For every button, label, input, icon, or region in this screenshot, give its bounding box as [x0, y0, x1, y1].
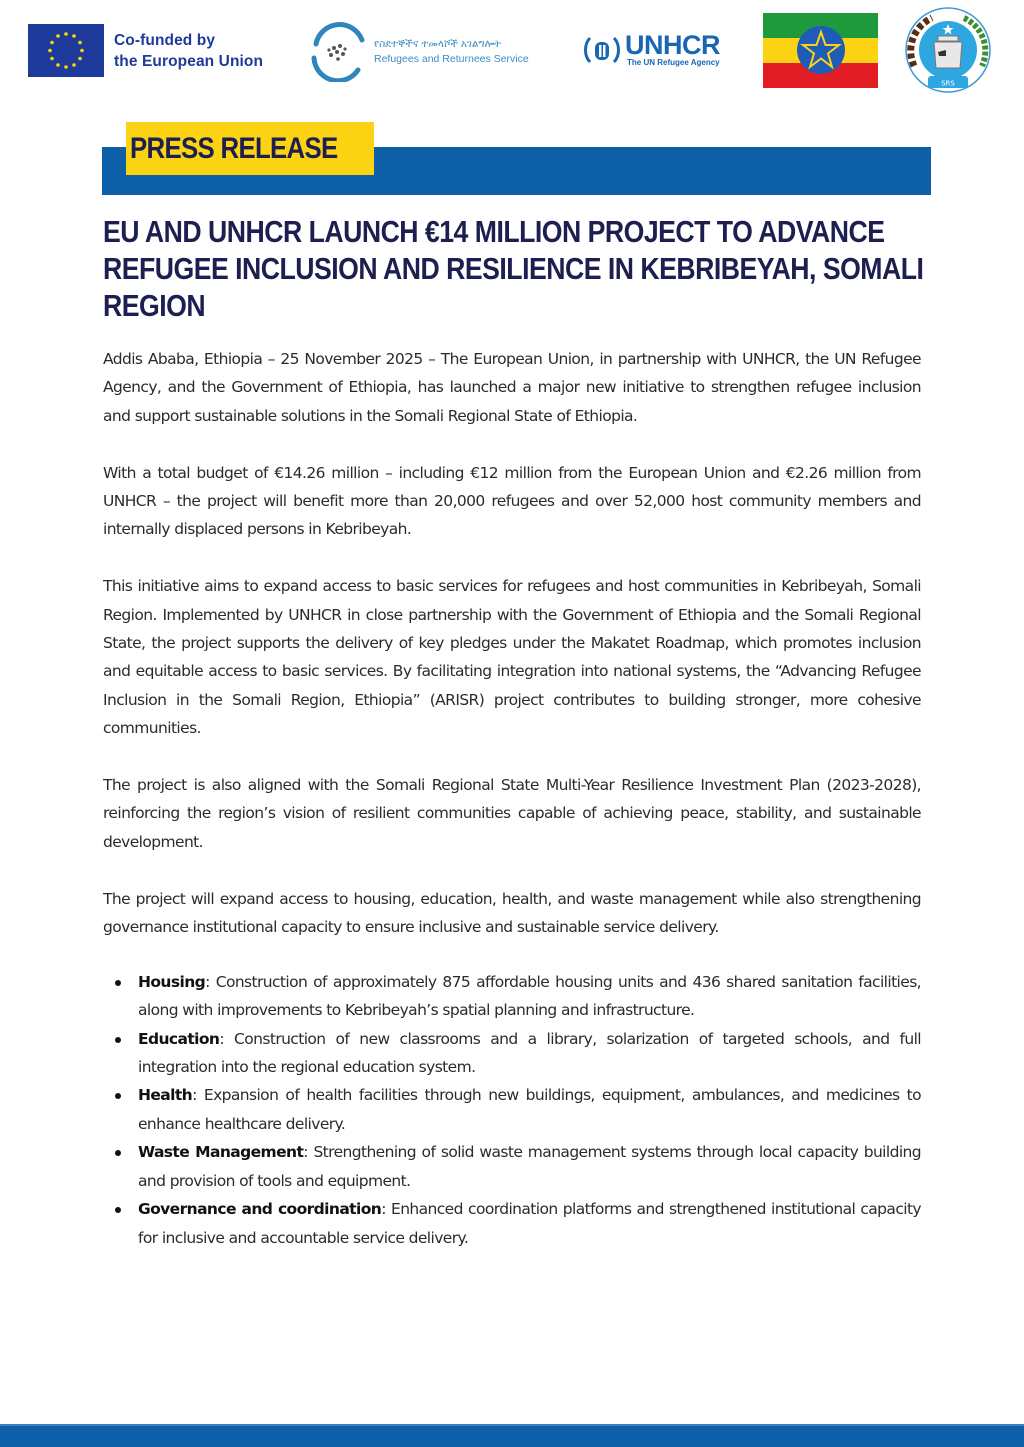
- rrs-logo-amharic: የስደተኞችና ተመላሾች አገልግሎት: [374, 38, 502, 50]
- press-release-label: PRESS RELEASE: [130, 131, 338, 165]
- list-item-education: Education: Construction of new classrooms and a library, solarization of targeted schools, and full integration into the regional education system.: [103, 1025, 921, 1082]
- unhcr-logo-name: UNHCR: [625, 30, 720, 60]
- list-item-title: Housing: [138, 972, 206, 991]
- somali-region-emblem-icon: [902, 6, 994, 96]
- partner-logo-bar: [0, 0, 1024, 105]
- list-item-text: Strengthening of solid waste management systems through local capacity building and provision of tools and equipment.: [138, 1143, 921, 1190]
- list-item-text: Construction of new classrooms and a library, solarization of targeted schools, and full integration into the regional education system.: [138, 1029, 921, 1077]
- list-item-title: Waste Management: [138, 1143, 304, 1162]
- list-item-governance: Governance and coordination: Enhanced coordination platforms and strengthened institutional capacity for inclusive and accountable service delivery.: [103, 1195, 921, 1252]
- ethiopia-flag-icon: [763, 13, 878, 88]
- bullet-icon: [115, 1037, 121, 1043]
- paragraph-budget: With a total budget of €14.26 million – including €12 million from the European Union and €2.26 million from UNHCR – the project will benefit more than 20,000 refugees and over 52,000 host community members and internally displaced persons in Kebribeyah.: [103, 463, 921, 539]
- paragraph-scope: The project will expand access to housing, education, health, and waste management while also strengthening governance institutional capacity to ensure inclusive and sustainable service delivery.: [103, 889, 921, 937]
- bullet-icon: [115, 1093, 121, 1099]
- eu-flag-icon: [28, 24, 104, 77]
- rrs-logo: [308, 22, 529, 82]
- headline: EU AND UNHCR LAUNCH €14 MILLION PROJECT TO ADVANCE REFUGEE INCLUSION AND RESILIENCE IN KEBRIBEYAH, SOMALI REGION: [103, 214, 924, 323]
- bullet-icon: [115, 1150, 121, 1156]
- article-body: [103, 345, 921, 1252]
- paragraph-alignment: The project is also aligned with the Somali Regional State Multi-Year Resilience Investment Plan (2023-2028), reinforcing the region’s vision of resilient communities capable of achieving peace, stability, and sustainable development.: [103, 776, 921, 851]
- rrs-emblem-icon: [308, 22, 368, 82]
- eu-logo-line1: Co-funded by: [114, 31, 216, 49]
- footer-bar: [0, 1424, 1024, 1447]
- paragraph-dateline: Addis Ababa, Ethiopia – 25 November 2025 – The European Union, in partnership with UNHCR, the UN Refugee Agency, and the Government of Ethiopia, has launched a major new initiative to strengthen refugee inclusion and support sustainable solutions in the Somali Regional State of Ethiopia.: [103, 350, 921, 425]
- bullet-icon: [115, 1207, 121, 1213]
- list-item-title: Education: [138, 1029, 220, 1048]
- eu-logo-line2: the European Union: [114, 52, 264, 70]
- list-item-waste-management: Waste Management: Strengthening of solid waste management systems through local capacity building and provision of tools and equipment.: [103, 1138, 921, 1195]
- unhcr-logo-tagline: The UN Refugee Agency: [627, 58, 720, 67]
- project-components-list: [103, 968, 921, 1252]
- rrs-logo-english: Refugees and Returnees Service: [374, 53, 529, 65]
- unhcr-logo: [582, 30, 720, 70]
- headline-block: [103, 213, 923, 324]
- list-item-text: Expansion of health facilities through new buildings, equipment, ambulances, and medicines to enhance healthcare delivery.: [138, 1086, 921, 1133]
- list-item-title: Governance and coordination: [138, 1200, 382, 1219]
- list-item-text: Enhanced coordination platforms and strengthened institutional capacity for inclusive and accountable service delivery.: [138, 1200, 922, 1247]
- press-release-tag: [126, 122, 374, 175]
- ethiopia-star-emblem-icon: [796, 25, 846, 75]
- list-item-text: Construction of approximately 875 affordable housing units and 436 shared sanitation facilities, along with improvements to Kebribeyah’s spatial planning and infrastructure.: [138, 972, 921, 1020]
- list-item-health: Health: Expansion of health facilities through new buildings, equipment, ambulances, and medicines to enhance healthcare delivery.: [103, 1081, 921, 1138]
- bullet-icon: [115, 980, 121, 986]
- eu-cofunded-logo: [28, 24, 263, 77]
- srs-emblem-text: SRS: [941, 79, 955, 88]
- list-item-housing: Housing: Construction of approximately 875 affordable housing units and 436 shared sanitation facilities, along with improvements to Kebribeyah’s spatial planning and infrastructure.: [103, 968, 921, 1025]
- paragraph-initiative: This initiative aims to expand access to basic services for refugees and host communities in Kebribeyah, Somali Region. Implemented by UNHCR in close partnership with the Government of Ethiopia and the Somali Regional State, the project supports the delivery of key pledges under the Makatet Roadmap, which promotes inclusion and equitable access to basic services. By facilitating integration into national systems, the “Advancing Refugee Inclusion in the Somali Region, Ethiopia” (ARISR) project contributes to building stronger, more cohesive communities.: [103, 577, 921, 738]
- unhcr-emblem-icon: [582, 30, 622, 70]
- list-item-title: Health: [138, 1086, 193, 1105]
